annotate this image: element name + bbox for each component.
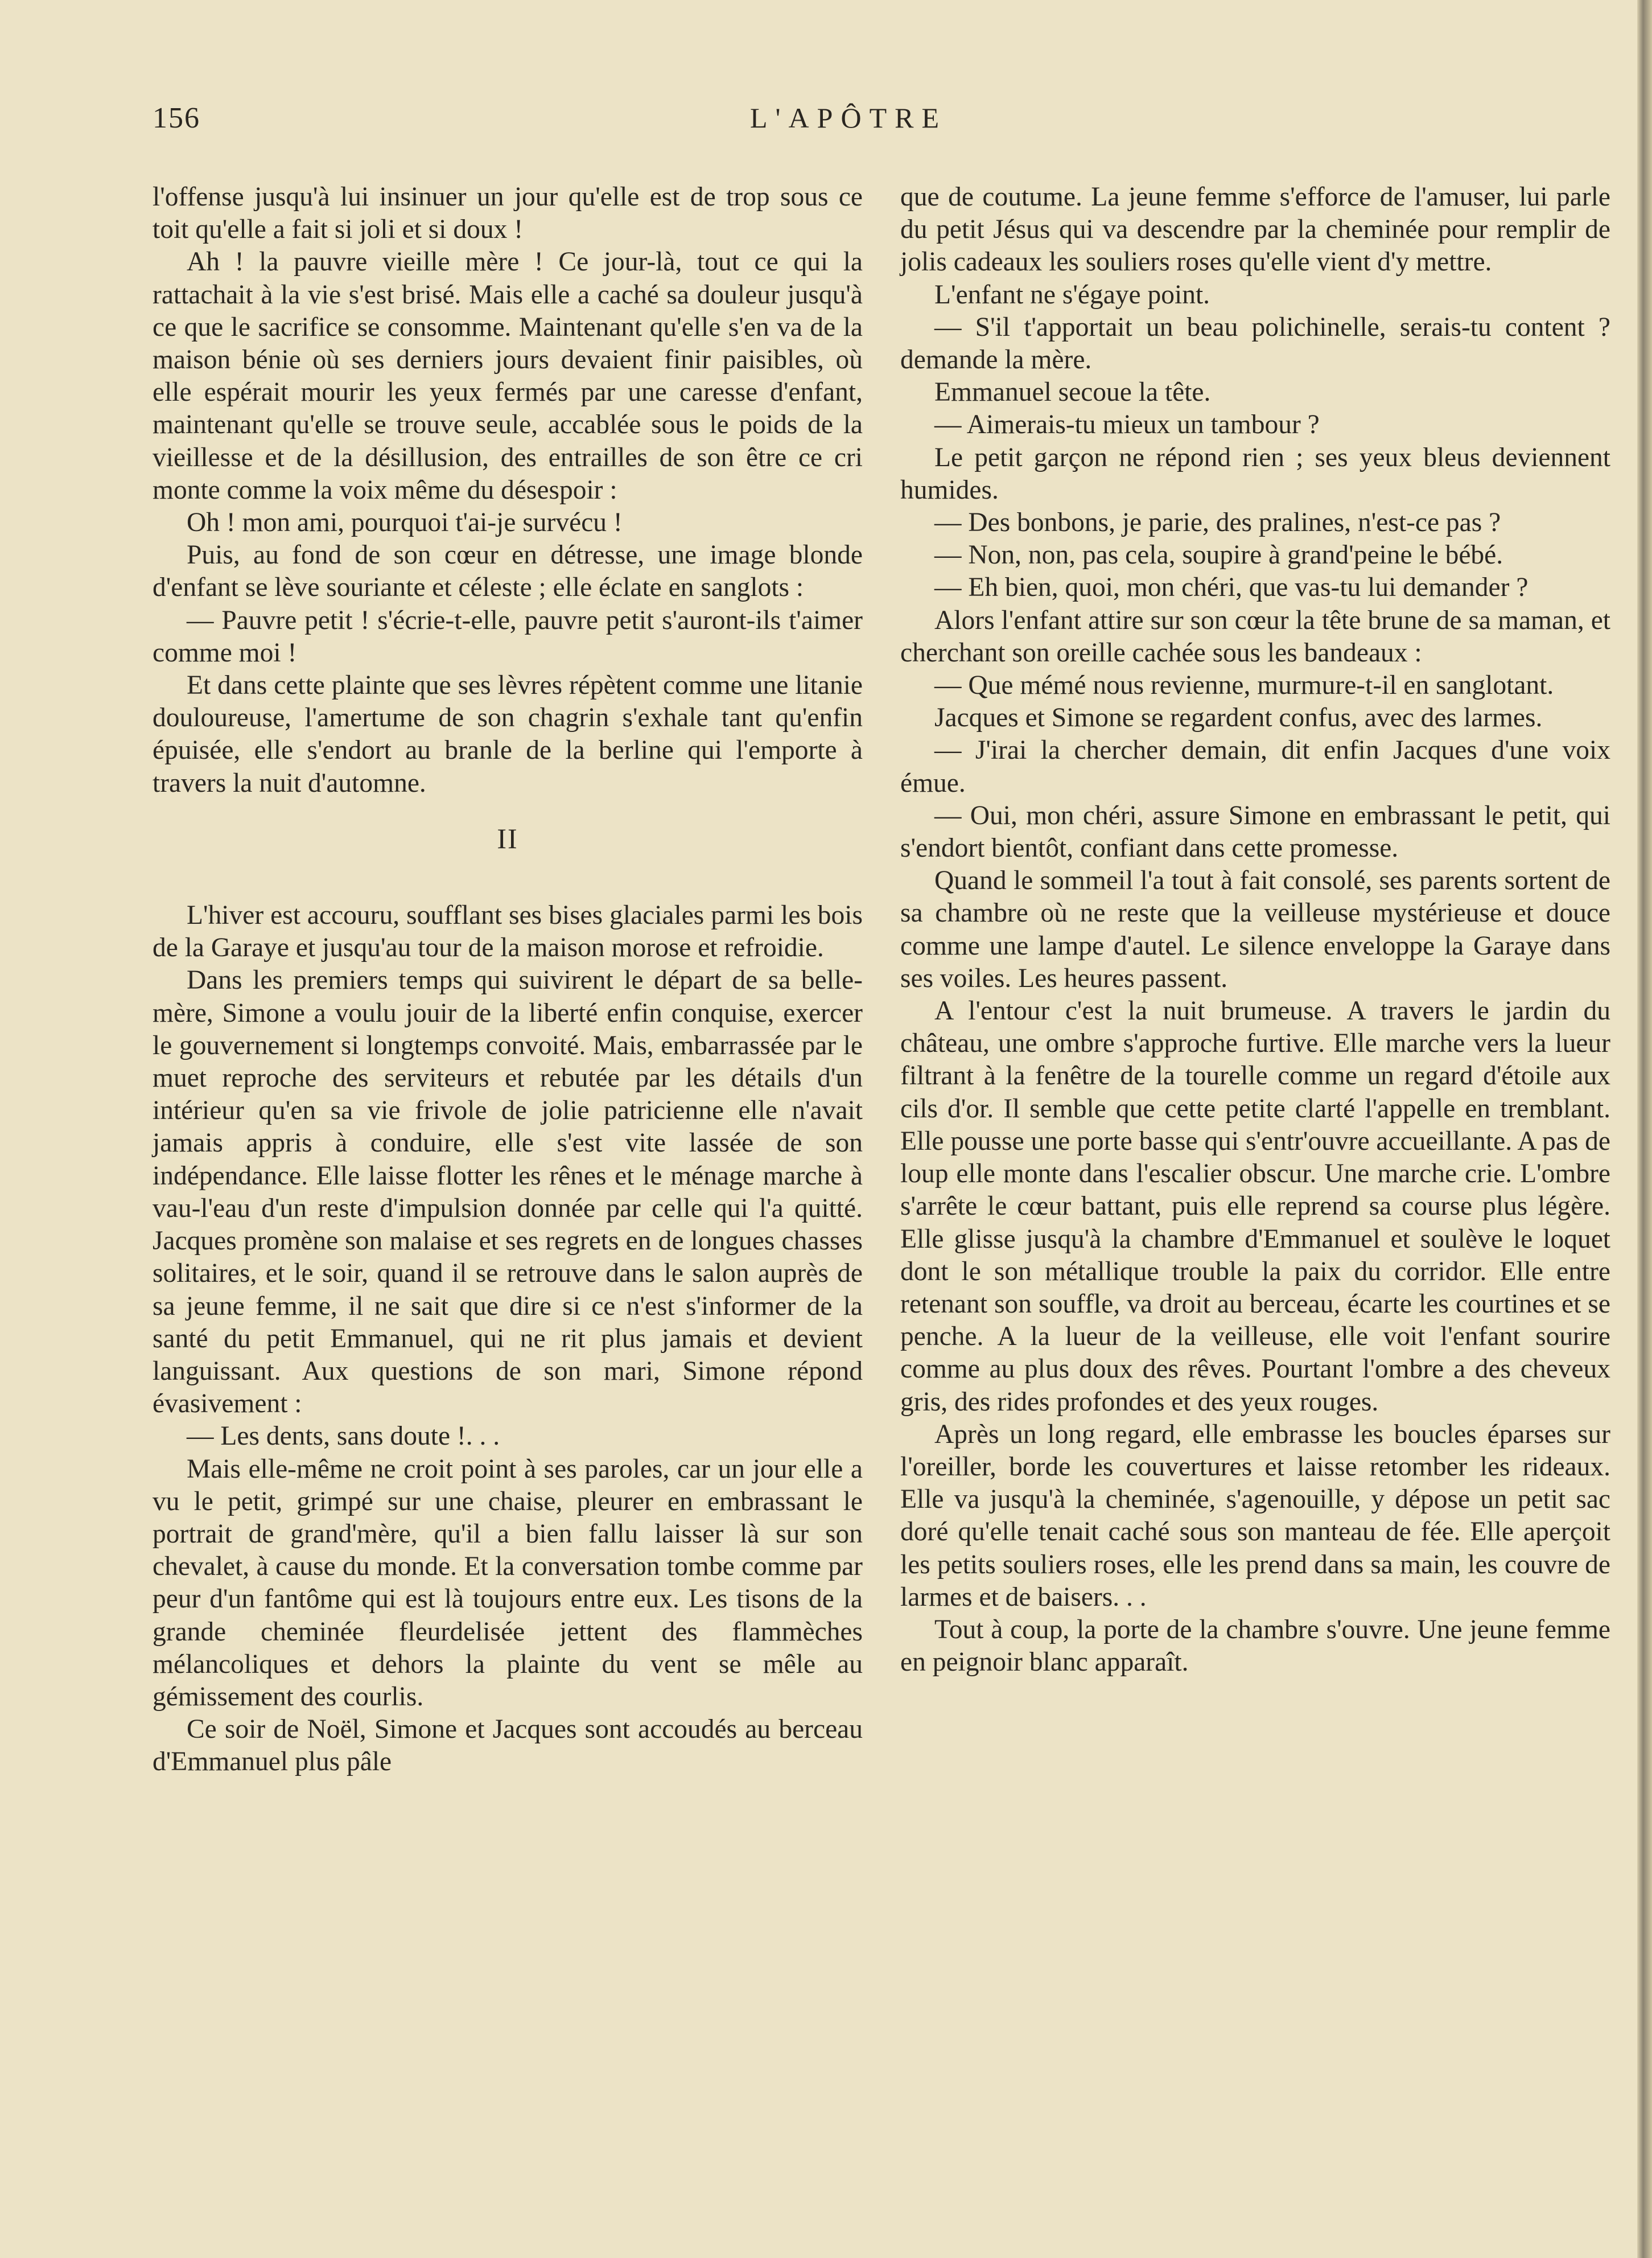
paragraph: Emmanuel secoue la tête.: [934, 377, 1211, 408]
page-number: 156: [153, 102, 200, 134]
right-column: [900, 181, 1610, 1679]
paragraph: Quand le sommeil l'a tout à fait consolé, ses parents sortent de sa chambre où ne reste que la veilleuse mystérieuse et douce comme une lampe d'autel. Le silence enveloppe la Garaye dans ses voiles. Les heures passent.: [900, 866, 1610, 993]
paragraph: — S'il t'apportait un beau polichinelle, serais-tu content ? demande la mère.: [900, 312, 1610, 375]
paragraph: Mais elle-même ne croit point à ses paroles, car un jour elle a vu le petit, grimpé sur une chaise, pleurer en embrassant le portrait de grand'mère, qu'il a bien fallu laisser là sur son chevalet, à cause du monde. Et la conversation tombe comme par peur d'un fantôme qui est là toujours entre eux. Les tisons de la grande cheminée fleurdelisée jettent des flammèches mélancoliques et dehors la plainte du vent se mêle au gémissement des courlis.: [153, 1454, 863, 1712]
section-heading: II: [497, 822, 518, 854]
paragraph: A l'entour c'est la nuit brumeuse. A travers le jardin du château, une ombre s'approche furtive. Elle marche vers la lueur filtrant à la fenêtre de la tourelle comme un regard d'étoile aux cils d'or. Il semble que cette petite clarté l'appelle en tremblant. Elle pousse une porte basse qui s'entr'ouvre accueillante. A pas de loup elle monte dans l'escalier obscur. Une marche crie. L'ombre s'arrête le cœur battant, puis elle reprend sa course plus légère. Elle glisse jusqu'à la chambre d'Emmanuel et soulève le loquet dont le son métallique trouble la paix du corridor. Elle entre retenant son souffle, va droit au berceau, écarte les courtines et se penche. A la lueur de la veilleuse, elle voit l'enfant sourire comme au plus doux des rêves. Pourtant l'ombre a des cheveux gris, des rides profondes et des yeux rouges.: [900, 996, 1610, 1417]
page-edge: [1637, 0, 1652, 2258]
paragraph: Et dans cette plainte que ses lèvres répètent comme une litanie douloureuse, l'amertume de son chagrin s'exhale tant qu'enfin épuisée, elle s'endort au branle de la berline qui l'emporte à travers la nuit d'automne.: [153, 671, 863, 798]
paragraph: — Non, non, pas cela, soupire à grand'peine le bébé.: [934, 540, 1503, 570]
paragraph: — Les dents, sans doute !. . .: [187, 1421, 500, 1451]
paragraph: — Que mémé nous revienne, murmure-t-il en sanglotant.: [934, 671, 1554, 701]
paragraph: Jacques et Simone se regardent confus, avec des larmes.: [934, 703, 1543, 733]
paragraph: — Des bonbons, je parie, des pralines, n'est-ce pas ?: [934, 508, 1501, 538]
paragraph: — Oui, mon chéri, assure Simone en embrassant le petit, qui s'endort bientôt, confiant dans cette promesse.: [900, 800, 1610, 863]
paragraph: — Pauvre petit ! s'écrie-t-elle, pauvre petit s'auront-ils t'aimer comme moi !: [153, 605, 863, 668]
paragraph: que de coutume. La jeune femme s'efforce de l'amuser, lui parle du petit Jésus qui va descendre par la cheminée pour remplir de jolis cadeaux les souliers roses qu'elle vient d'y mettre.: [900, 182, 1610, 277]
paragraph: — Eh bien, quoi, mon chéri, que vas-tu lui demander ?: [934, 573, 1529, 603]
running-head: [153, 101, 1598, 147]
paragraph: Ce soir de Noël, Simone et Jacques sont accoudés au berceau d'Emmanuel plus pâle: [153, 1714, 863, 1777]
paragraph: Alors l'enfant attire sur son cœur la tête brune de sa maman, et cherchant son oreille cachée sous les bandeaux :: [900, 605, 1610, 668]
paragraph: Ah ! la pauvre vieille mère ! Ce jour-là, tout ce qui la rattachait à la vie s'est brisé. Mais elle a caché sa douleur jusqu'à ce que le sacrifice se consomme. Maintenant qu'elle s'en va de la maison bénie où ses derniers jours devaient finir paisibles, où elle espérait mourir les yeux fermés par une caresse d'enfant, maintenant qu'elle se trouve seule, accablée sous le poids de la vieillesse et de la désillusion, des entrailles de son être ce cri monte comme la voix même du désespoir :: [153, 247, 863, 505]
paragraph: Puis, au fond de son cœur en détresse, une image blonde d'enfant se lève souriante et céleste ; elle éclate en sanglots :: [153, 540, 863, 603]
paragraph: — Aimerais-tu mieux un tambour ?: [934, 410, 1320, 440]
paragraph: Dans les premiers temps qui suivirent le départ de sa belle-mère, Simone a voulu jouir de la liberté enfin conquise, exercer le gouvernement si longtemps convoité. Mais, embarrassée par le muet reproche des serviteurs et rebutée par les détails d'un intérieur qu'en sa vie frivole de jolie patricienne elle n'avait jamais appris à conduire, elle s'est vite lassée de son indépendance. Elle laisse flotter les rênes et le ménage marche à vau-l'eau d'un reste d'impulsion donnée par celle qui l'a quitté. Jacques promène son malaise et ses regrets en de longues chasses solitaires, et le soir, quand il se retrouve dans le salon auprès de sa jeune femme, il ne sait que dire si ce n'est s'informer de la santé du petit Emmanuel, qui ne rit plus jamais et devient languissant. Aux questions de son mari, Simone répond évasivement :: [153, 965, 863, 1419]
paragraph: Tout à coup, la porte de la chambre s'ouvre. Une jeune femme en peignoir blanc apparaît.: [900, 1614, 1610, 1677]
book-title: L'APÔTRE: [750, 102, 947, 134]
paragraph: — J'irai la chercher demain, dit enfin Jacques d'une voix émue.: [900, 735, 1610, 798]
paragraph: Le petit garçon ne répond rien ; ses yeux bleus deviennent humides.: [900, 442, 1610, 505]
left-column: [153, 181, 863, 1779]
paragraph: Après un long regard, elle embrasse les boucles éparses sur l'oreiller, borde les couvertures et laisse retomber les rideaux. Elle va jusqu'à la cheminée, s'agenouille, y dépose un petit sac doré qu'elle tenait caché sous son manteau de fée. Elle aperçoit les petits souliers roses, elle les prend dans sa main, les couvre de larmes et de baisers. . .: [900, 1419, 1610, 1612]
paragraph: L'hiver est accouru, soufflant ses bises glaciales parmi les bois de la Garaye et jusqu'au tour de la maison morose et refroidie.: [153, 900, 863, 963]
paragraph: l'offense jusqu'à lui insinuer un jour qu'elle est de trop sous ce toit qu'elle a fait si joli et si doux !: [153, 182, 863, 245]
paragraph: L'enfant ne s'égaye point.: [934, 279, 1210, 310]
paragraph: Oh ! mon ami, pourquoi t'ai-je survécu !: [187, 508, 623, 538]
